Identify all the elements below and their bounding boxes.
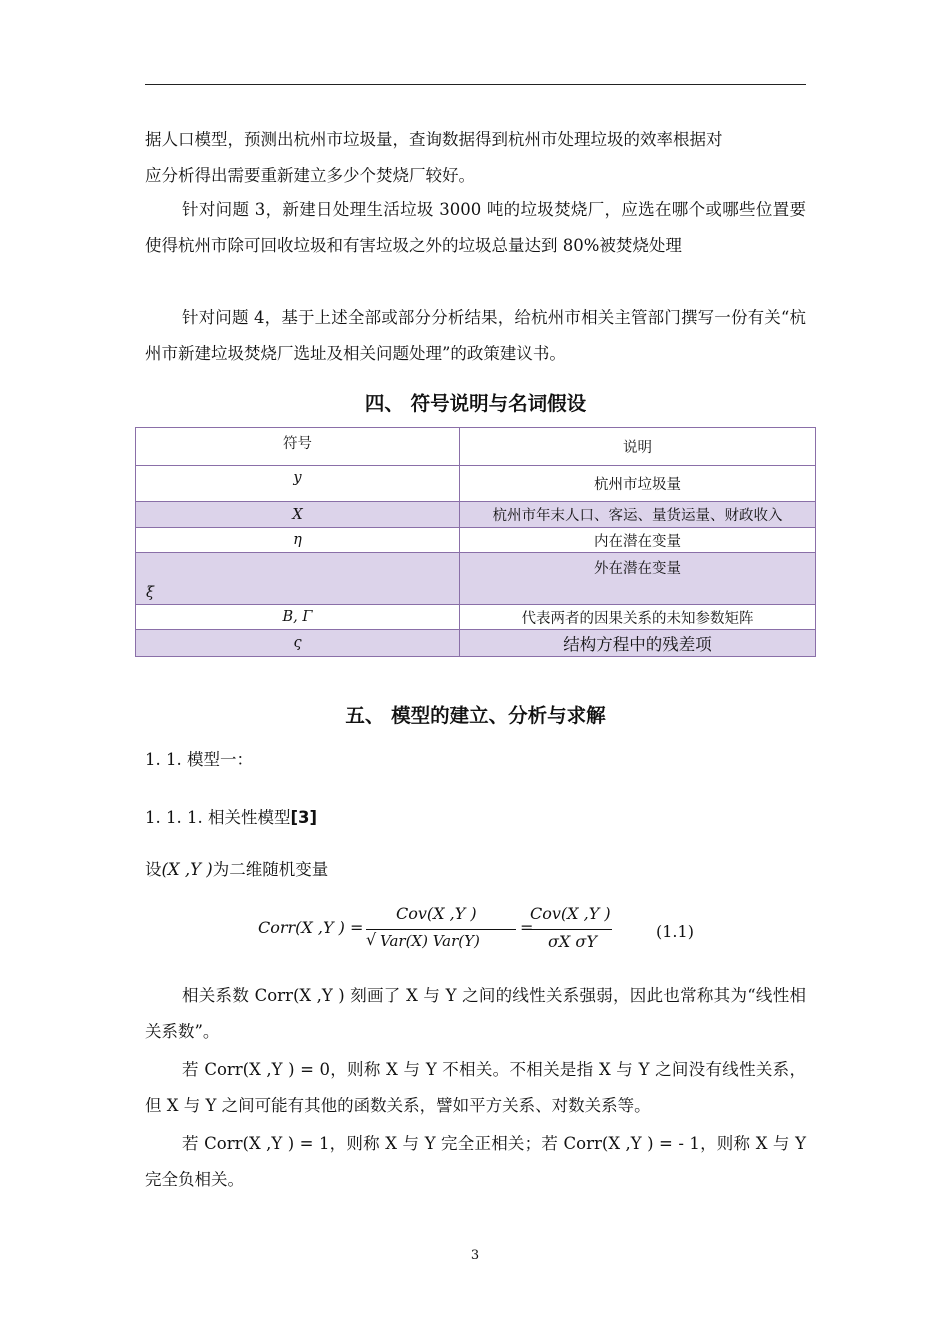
table-row <box>136 502 816 528</box>
paragraph-population-model <box>145 122 806 194</box>
paragraph-line: 应分析得出需要重新建立多少个焚烧厂较好。 <box>145 166 475 185</box>
header-rule <box>145 84 806 85</box>
description-cell: 杭州市年末人口、客运、量货运量、财政收入 <box>460 502 816 528</box>
formula-numerator-2: Cov(X ,Y ) <box>530 904 611 923</box>
table-row <box>136 630 816 657</box>
subsection-correlation-model <box>145 800 806 836</box>
page-number: 3 <box>470 1248 480 1263</box>
header-symbol: 符号 <box>136 428 460 466</box>
table-header-row <box>136 428 816 466</box>
symbol-cell: y <box>136 466 460 502</box>
fraction-bar-2 <box>530 929 612 930</box>
header-description: 说明 <box>460 428 816 466</box>
section-5-title: 五、 模型的建立、分析与求解 <box>345 704 606 727</box>
intro-suffix: 为二维随机变量 <box>212 860 329 879</box>
formula-lhs: Corr(X ,Y ) = <box>258 918 364 937</box>
symbol-cell: B, Γ <box>136 605 460 630</box>
intro-line <box>145 852 806 888</box>
sqrt-icon: √ <box>366 930 377 949</box>
table-row <box>136 553 816 605</box>
intro-variable: (X ,Y ) <box>161 860 213 879</box>
symbol-cell: ξ <box>136 553 460 605</box>
section-4-title: 四、 符号说明与名词假设 <box>364 392 587 415</box>
description-cell: 外在潜在变量 <box>460 553 816 605</box>
description-cell: 杭州市垃圾量 <box>460 466 816 502</box>
citation-ref[interactable]: [3] <box>290 808 318 827</box>
description-cell: 结构方程中的残差项 <box>460 630 816 657</box>
formula-numerator-1: Cov(X ,Y ) <box>396 904 477 923</box>
paragraph-uncorrelated: 若 Corr(X ,Y ) = 0，则称 X 与 Y 不相关。不相关是指 X 与 Y 之间没有线性关系，但 X 与 Y 之间可能有其他的函数关系，譬如平方关系、对数关系等。 <box>145 1060 806 1115</box>
formula-denominator-1: Var(X) Var(Y) <box>380 932 480 950</box>
paragraph-perfect-correlation: 若 Corr(X ,Y ) = 1，则称 X 与 Y 完全正相关；若 Corr(X ,Y ) = - 1，则称 X 与 Y 完全负相关。 <box>145 1134 812 1189</box>
symbol-cell: η <box>136 528 460 553</box>
paragraph-question-3: 针对问题 3，新建日处理生活垃圾 3000 吨的垃圾焚烧厂，应选在哪个或哪些位置要使得杭州市除可回收垃圾和有害垃圾之外的垃圾总量达到 80%被焚烧处理 <box>145 200 806 255</box>
paragraph-question-4: 针对问题 4，基于上述全部或部分分析结果，给杭州市相关主管部门撰写一份有关“杭州市新建垃圾焚烧厂选址及相关问题处理”的政策建议书。 <box>145 308 806 363</box>
subsection-model-one: 1. 1. 模型一： <box>145 750 253 769</box>
formula-number: (1.1) <box>656 922 694 941</box>
symbol-cell: X <box>136 502 460 528</box>
symbol-table <box>135 427 816 657</box>
fraction-bar-1 <box>366 929 516 930</box>
paragraph-correlation-coefficient: 相关系数 Corr(X ,Y ) 刻画了 X 与 Y 之间的线性关系强弱，因此也常称其为“线性相关系数”。 <box>145 986 806 1041</box>
formula-1-1 <box>258 896 698 966</box>
description-cell: 代表两者的因果关系的未知参数矩阵 <box>460 605 816 630</box>
intro-prefix: 设 <box>145 860 162 879</box>
symbol-cell: ς <box>136 630 460 657</box>
description-cell: 内在潜在变量 <box>460 528 816 553</box>
formula-denominator-2: σX σY <box>548 932 597 951</box>
table-row <box>136 466 816 502</box>
table-row <box>136 605 816 630</box>
subsection-label: 1. 1. 1. 相关性模型 <box>145 808 291 827</box>
formula-equals: = <box>520 918 534 937</box>
table-row <box>136 528 816 553</box>
paragraph-line: 据人口模型，预测出杭州市垃圾量，查询数据得到杭州市处理垃圾的效率根据对 <box>145 130 723 149</box>
